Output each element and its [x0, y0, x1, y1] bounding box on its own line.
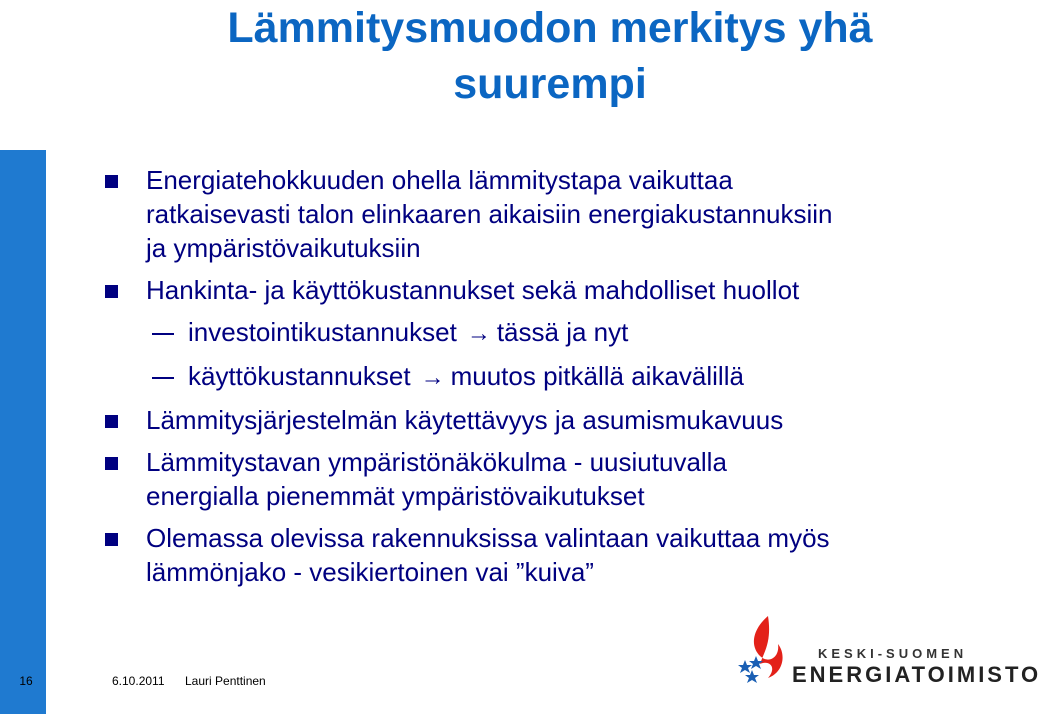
bullet-text [146, 273, 950, 307]
slide-title-line-1: Lämmitysmuodon merkitys yhä [227, 4, 873, 52]
square-bullet-icon [105, 533, 118, 546]
square-bullet-icon [105, 415, 118, 428]
sub-bullet-item [100, 359, 950, 395]
bullet-text [146, 521, 950, 589]
sub-bullet-text-after: tässä ja nyt [496, 317, 629, 347]
bullet-text [146, 403, 950, 437]
logo-text-line-2: ENERGIATOIMISTO [792, 662, 1041, 687]
bullet-line: Hankinta- ja käyttökustannukset sekä mahdolliset huollot [146, 275, 800, 305]
bullet-item [100, 521, 950, 589]
dash-bullet-icon [152, 333, 174, 335]
bullet-item [100, 445, 950, 513]
logo-text-line-1: KESKI-SUOMEN [818, 646, 968, 661]
sub-bullet-text-before: käyttökustannukset [188, 361, 411, 391]
bullet-line: Lämmitysjärjestelmän käytettävyys ja asumismukavuus [146, 405, 784, 435]
bullet-line: Olemassa olevissa rakennuksissa valintaan vaikuttaa myös [146, 523, 830, 553]
bullet-item [100, 163, 950, 265]
bullet-line: Energiatehokkuuden ohella lämmitystapa vaikuttaa [146, 165, 733, 195]
dash-bullet-icon [152, 377, 174, 379]
bullet-text [146, 163, 950, 265]
side-accent-bar [0, 150, 46, 714]
sub-bullet-item [100, 315, 950, 351]
sub-bullet-text-before: investointikustannukset [188, 317, 457, 347]
square-bullet-icon [105, 175, 118, 188]
bullet-item [100, 403, 950, 437]
right-arrow-icon: → [420, 364, 445, 391]
bullet-line: Lämmitystavan ympäristönäkökulma - uusiutuvalla [146, 447, 727, 477]
right-arrow-icon: → [466, 320, 491, 347]
footer-date: 6.10.2011 [112, 674, 165, 688]
bullet-line: ratkaisevasti talon elinkaaren aikaisiin energiakustannuksiin [146, 199, 833, 229]
bullet-line: lämmönjako - vesikiertoinen vai ”kuiva” [146, 557, 594, 587]
footer-author: Lauri Penttinen [185, 674, 266, 688]
bullet-item [100, 273, 950, 307]
sub-bullet-text-after: muutos pitkällä aikavälillä [450, 361, 744, 391]
slide-title-line-2: suurempi [453, 60, 647, 108]
square-bullet-icon [105, 285, 118, 298]
bullet-line: ja ympäristövaikutuksiin [146, 233, 421, 263]
flame-stars-logo-icon [738, 612, 790, 702]
square-bullet-icon [105, 457, 118, 470]
bullet-list [100, 163, 950, 597]
slide-title [160, 0, 940, 112]
page-number: 16 [19, 674, 33, 688]
bullet-line: energialla pienemmät ympäristövaikutukset [146, 481, 645, 511]
organization-logo [738, 612, 1041, 712]
bullet-text [146, 445, 950, 513]
